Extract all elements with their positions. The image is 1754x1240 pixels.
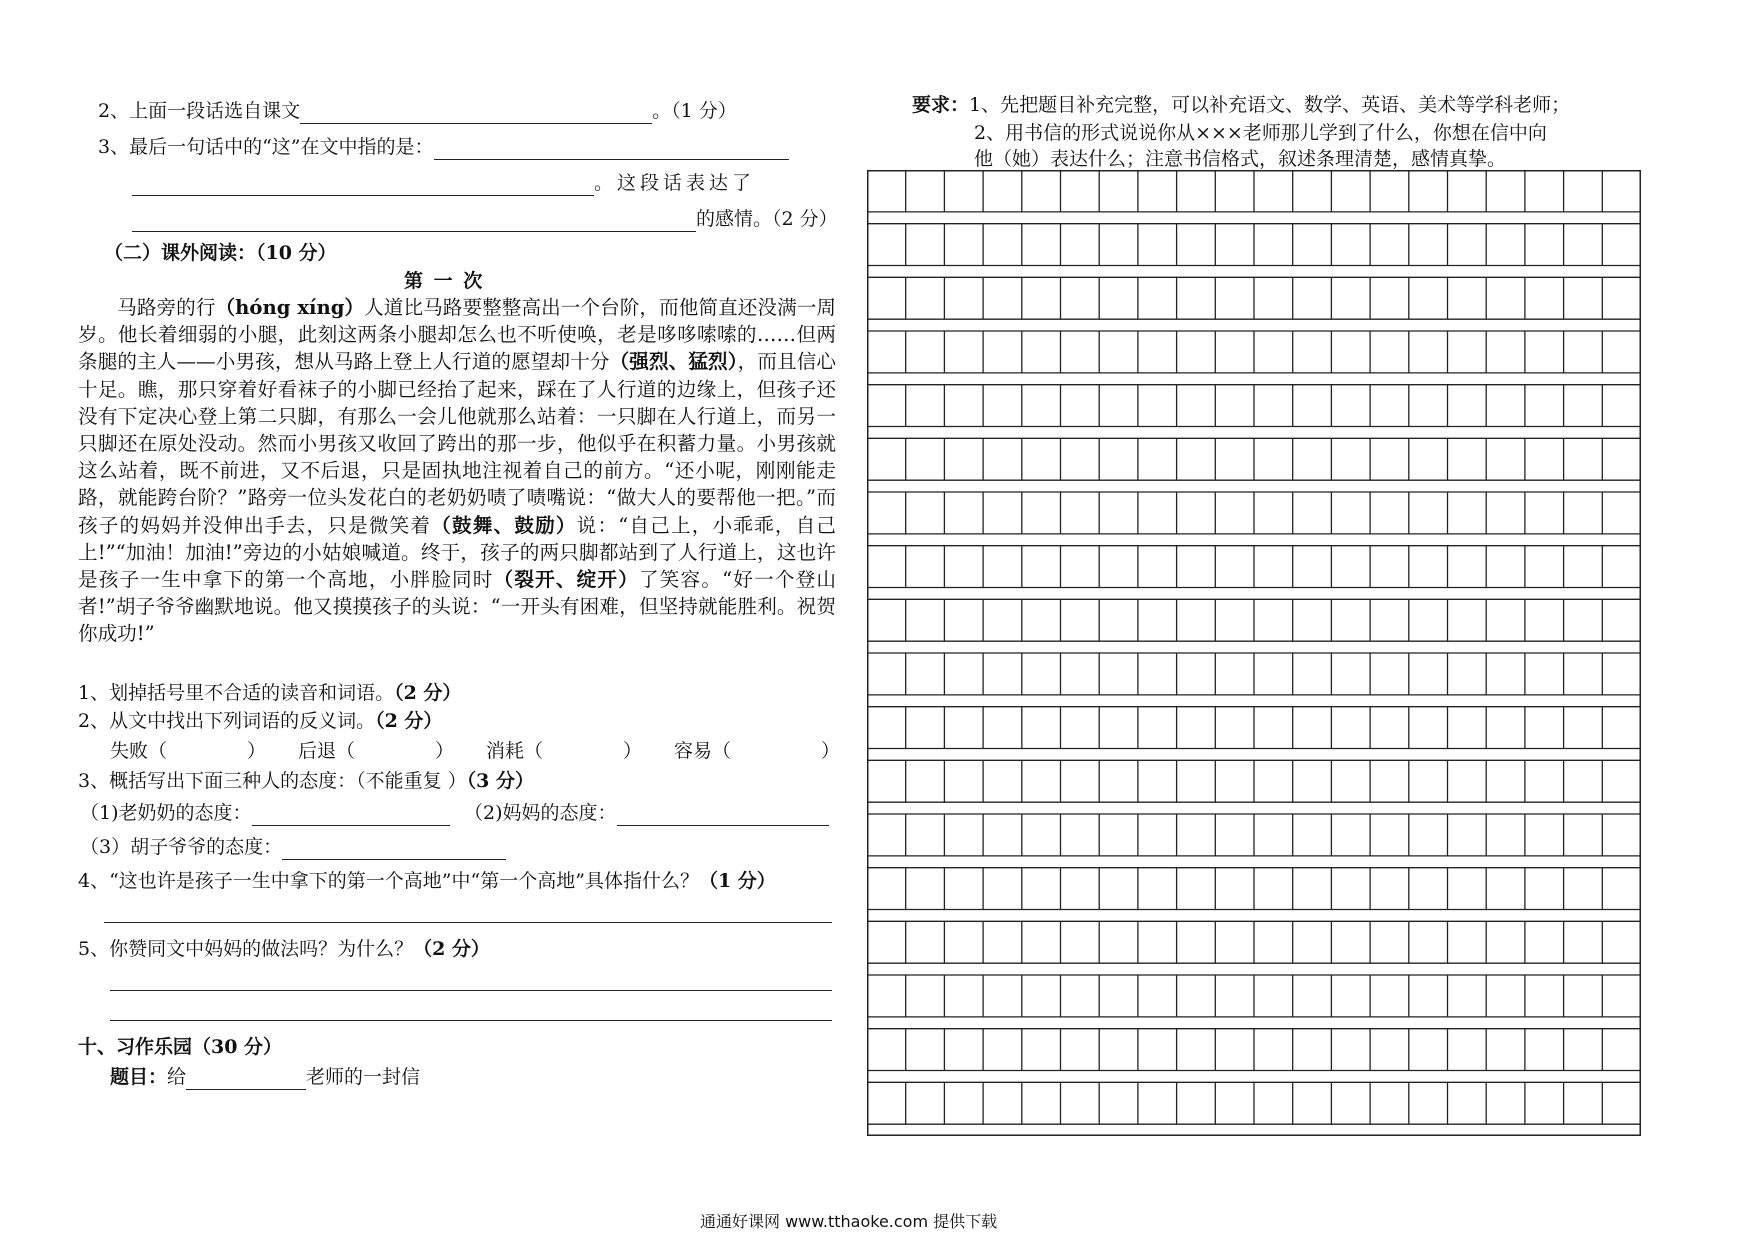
grid-row[interactable] bbox=[867, 599, 1641, 641]
passage-text: ，而且信心十足。瞧，那只穿着好看袜子的小脚已经抬了起来，踩在了人行道的边缘上，但孩子还没有下定决心登上第二只脚，有那么一会儿他就那么站着：一只脚在人行道上，而另一只脚还在原处没动。然而小男孩又收回了跨出的那一步，他似乎在积蓄力量。小男孩就这么站着，既不前进，又不后退，只是固执地注视着自己的前方。“还小呢，刚刚能走路，就能跨台阶？”路旁一位头发花白的老奶奶啧了啧嘴说：“做大人的要帮他一把。”而孩子的妈妈并没伸出手去，只是微笑着 bbox=[78, 350, 837, 537]
answer-blank[interactable] bbox=[132, 211, 696, 232]
antonym-item[interactable]: 消耗（ ） bbox=[486, 740, 643, 762]
grid-row[interactable] bbox=[867, 170, 1641, 212]
reading-q2: 2、上面一段话选自课文 。（1 分） bbox=[98, 100, 737, 122]
attitude-mother: （2)妈妈的态度： bbox=[464, 800, 829, 826]
antonym-item[interactable]: 容易（ ） bbox=[674, 740, 841, 762]
grid-row[interactable] bbox=[867, 975, 1641, 1017]
grid-row[interactable] bbox=[867, 385, 1641, 427]
extra-q3: 3、概括写出下面三种人的态度：（不能重复 ）（3 分） bbox=[78, 770, 534, 792]
passage-text: 人道比马路要整整高出一个台阶，而他简直还没满一周岁。他长着细弱的小腿，此刻这两条小腿却怎么也不听使唤，老是哆哆嗦嗦的……但两条腿的主人——小男孩，想从马路上登上人行道的愿望却十分 bbox=[78, 296, 837, 374]
grid-row[interactable] bbox=[867, 492, 1641, 534]
answer-line[interactable] bbox=[110, 990, 832, 991]
grid-row[interactable] bbox=[867, 707, 1641, 749]
grid-row[interactable] bbox=[867, 546, 1641, 588]
answer-blank[interactable] bbox=[252, 805, 450, 826]
passage-title: 第 一 次 bbox=[404, 270, 485, 292]
footer-credit: 通通好课网 www.tthaoke.com 提供下载 bbox=[700, 1212, 998, 1231]
grid-row[interactable] bbox=[867, 868, 1641, 910]
reading-q3: 3、最后一句话中的“这”在文中指的是： bbox=[98, 134, 789, 160]
grid-row[interactable] bbox=[867, 224, 1641, 266]
answer-blank[interactable] bbox=[282, 839, 506, 860]
answer-blank[interactable] bbox=[434, 139, 789, 160]
grid-row[interactable] bbox=[867, 331, 1641, 373]
passage-text: 了笑容。“好一个登山者!”胡子爷爷幽默地说。他又摸摸孩子的头说：“一开头有困难，但坚持就能胜利。祝贺你成功!” bbox=[78, 568, 837, 646]
answer-line[interactable] bbox=[110, 1020, 832, 1021]
answer-line[interactable] bbox=[104, 922, 832, 923]
passage-choice-options[interactable]: （hóng xíng） bbox=[215, 296, 365, 319]
grid-row[interactable] bbox=[867, 921, 1641, 963]
passage-paragraph bbox=[78, 294, 836, 648]
passage-text: 马路旁的行 bbox=[117, 296, 216, 319]
answer-blank[interactable] bbox=[300, 103, 652, 124]
grid-row[interactable] bbox=[867, 1029, 1641, 1071]
passage-choice-options[interactable]: （裂开、绽开） bbox=[493, 568, 639, 592]
antonym-item[interactable]: 失败（ ） bbox=[110, 740, 267, 762]
composition-requirement-2-cont: 他（她）表达什么；注意书信格式，叙述条理清楚，感情真挚。 bbox=[974, 148, 1507, 170]
reading-q3-line3: 的感情。（2 分） bbox=[132, 206, 838, 232]
composition-requirement-1: 要求：1、先把题目补充完整，可以补充语文、数学、英语、美术等学科老师； bbox=[912, 94, 1571, 116]
extra-q5: 5、你赞同文中妈妈的做法吗？为什么？（2 分） bbox=[78, 938, 490, 960]
grid-row[interactable] bbox=[867, 438, 1641, 480]
section-title-composition: 十、习作乐园（30 分） bbox=[78, 1036, 283, 1058]
attitude-grandma: （1)老奶奶的态度： bbox=[80, 800, 450, 826]
composition-topic: 题目：给 老师的一封信 bbox=[110, 1066, 421, 1088]
passage-choice-options[interactable]: （强烈、猛烈） bbox=[609, 350, 738, 374]
grid-row[interactable] bbox=[867, 814, 1641, 856]
extra-q1: 1、划掉括号里不合适的读音和词语。（2 分） bbox=[78, 682, 462, 704]
writing-grid[interactable] bbox=[867, 170, 1641, 1136]
answer-blank[interactable] bbox=[132, 175, 594, 196]
topic-blank[interactable] bbox=[186, 1069, 306, 1090]
reading-passage bbox=[78, 294, 836, 648]
reading-q3-line2: 。这段话表达了 bbox=[132, 170, 755, 196]
composition-requirement-2: 2、用书信的形式说说你从×××老师那儿学到了什么，你想在信中向 bbox=[974, 122, 1547, 144]
extra-q4: 4、“这也许是孩子一生中拿下的第一个高地”中“第一个高地”具体指什么？（1 分） bbox=[78, 870, 776, 892]
grid-row[interactable] bbox=[867, 1082, 1641, 1124]
answer-blank[interactable] bbox=[617, 805, 829, 826]
antonym-item[interactable]: 后退（ ） bbox=[298, 740, 455, 762]
grid-row[interactable] bbox=[867, 653, 1641, 695]
extra-q2: 2、从文中找出下列词语的反义词。（2 分） bbox=[78, 710, 443, 732]
attitude-grandpa: （3）胡子爷爷的态度： bbox=[80, 834, 506, 860]
grid-row[interactable] bbox=[867, 760, 1641, 802]
grid-row[interactable] bbox=[867, 277, 1641, 319]
passage-text: 说：“自己上，小乖乖，自己上!”“加油！加油!”旁边的小姑娘喊道。终于，孩子的两只脚都站到了人行道上，这也许是孩子一生中拿下的第一个高地，小胖脸同时 bbox=[78, 513, 837, 592]
section-title-extra-reading: （二）课外阅读：（10 分） bbox=[104, 242, 337, 264]
passage-choice-options[interactable]: （鼓舞、鼓励） bbox=[431, 513, 577, 537]
